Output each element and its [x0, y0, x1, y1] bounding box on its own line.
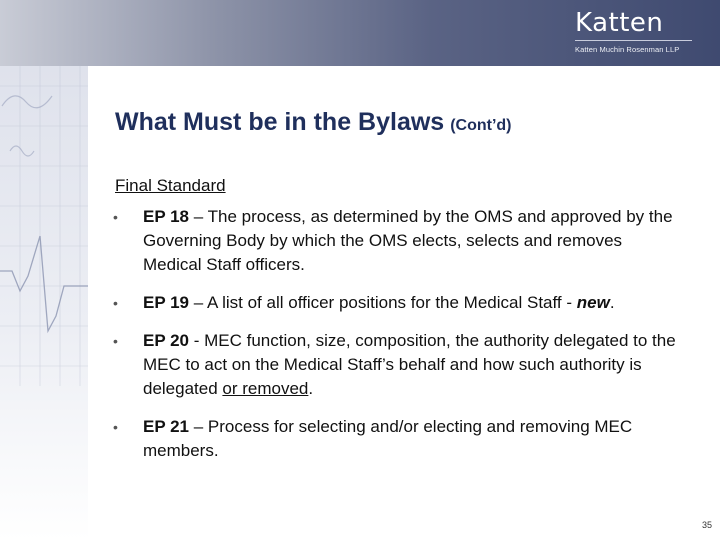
bullet-dot-icon: • — [113, 209, 118, 225]
bullet-dot-icon: • — [113, 419, 118, 435]
slide-title — [115, 108, 512, 137]
ep-label: EP 20 — [143, 331, 190, 350]
header-band — [0, 0, 720, 66]
bullet-list — [113, 205, 683, 477]
logo-wordmark: Katten — [575, 8, 664, 38]
title-main: What Must be in the Bylaws — [115, 108, 445, 136]
bullet-emphasis: new — [576, 293, 610, 312]
subheading: Final Standard — [115, 176, 226, 195]
bullet-underlined: or removed — [222, 379, 309, 398]
logo-divider — [575, 40, 692, 41]
title-continued: (Cont’d) — [450, 117, 512, 134]
bullet-text: – A list of all officer positions for the Medical Staff - — [189, 293, 577, 312]
bullet-text: – The process, as determined by the OMS and approved by the Governing Body by which the OMS elects, selects and removes Medical Staff officers. — [143, 207, 673, 274]
bullet-tail: . — [308, 379, 314, 398]
bullet-text: - MEC function, size, composition, the authority delegated to the MEC to act on the Medical Staff’s behalf and how such authority is delegated — [143, 331, 676, 398]
bullet-ep20 — [113, 329, 683, 401]
bullet-ep18 — [113, 205, 683, 277]
ep-label: EP 19 — [143, 293, 190, 312]
logo-firm-name: Katten Muchin Rosenman LLP — [575, 45, 680, 54]
ep-label: EP 18 — [143, 207, 190, 226]
bullet-dot-icon: • — [113, 333, 118, 349]
bullet-ep19 — [113, 291, 683, 315]
ep-label: EP 21 — [143, 417, 190, 436]
bullet-tail: . — [609, 293, 615, 312]
ecg-graph-art — [0, 66, 88, 540]
katten-logo — [575, 8, 692, 54]
bullet-dot-icon: • — [113, 295, 118, 311]
page-number: 35 — [701, 520, 712, 530]
decorative-side-image — [0, 66, 88, 540]
bullet-ep21 — [113, 415, 683, 463]
bullet-text: – Process for selecting and/or electing and removing MEC members. — [143, 417, 633, 460]
